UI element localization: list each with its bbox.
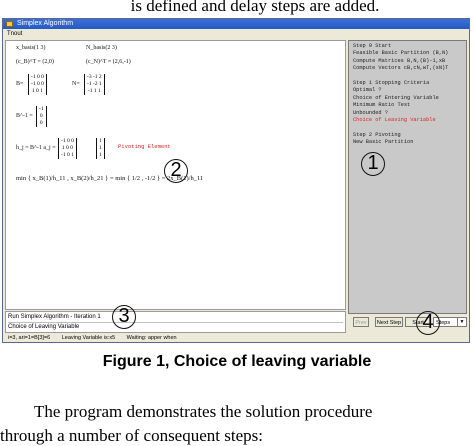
n-matrix (84, 74, 105, 95)
step-item: Minimum Ratio Test (353, 102, 411, 109)
step-item: Step 2 Pivoting (353, 131, 401, 138)
pivot-result-row: 1 (99, 145, 102, 151)
start-button[interactable]: Start (405, 317, 431, 327)
figure-caption: Figure 1, Choice of leaving variable (102, 353, 372, 370)
min-ratio-expression: min { x_B(1)/h_11 , x_B(2)/h_21 } = min { 1/2 , -1/2 } = 2x_B(1)/h_11 (16, 175, 204, 182)
step-item: Unbounded ? (353, 109, 388, 116)
pivot-note: Pivoting Element (118, 143, 171, 150)
log-panel (5, 311, 346, 333)
n-row: -1 -2 1 (87, 81, 102, 87)
status-left: i=3, ari=1=B[3]=6 (8, 335, 51, 341)
chevron-down-icon[interactable]: ▼ (457, 318, 466, 326)
next-step-button[interactable]: Next Step (375, 317, 403, 327)
pivot-result (96, 138, 105, 159)
top-text-line: is defined and delay steps are added. (130, 0, 380, 15)
cb-vector: (c_B)^T = (2,0) (16, 59, 54, 65)
pivot-result-row: 1 (99, 152, 102, 158)
binv-matrix (36, 106, 47, 127)
b-row: 1 0 1 (31, 88, 43, 94)
step-item: Choice of Leaving Variable (353, 117, 436, 124)
step-item: New Basic Partition (353, 139, 414, 146)
pivot-label: h_j = B^-1 a_j = (16, 145, 56, 151)
n-row: -3 -1 2 (87, 74, 102, 80)
marker-2: 2 (164, 159, 188, 183)
app-icon (6, 21, 13, 27)
step-item: Optimal ? (353, 87, 382, 94)
marker-4: 4 (416, 311, 440, 335)
pivot-row: -1 0 1 (61, 152, 74, 158)
step-item (353, 73, 466, 80)
window-titlebar (3, 19, 469, 29)
marker-1: 1 (361, 152, 385, 176)
window-title: Simplex Algorithm (17, 20, 74, 27)
log-line: Choice of Leaving Variable (8, 324, 80, 330)
step-item: Compute Vectors cB,cN,wT,(sN)T (353, 65, 449, 72)
app-window (2, 18, 470, 343)
paragraph-line-2: through a number of consequent steps: (0, 426, 263, 445)
status-right: Leaving Variable is:x5 (61, 335, 116, 341)
status-bar (5, 334, 346, 342)
pivot-row: -1 0 0 (61, 138, 74, 144)
pivot-matrix (58, 138, 77, 159)
steps-panel (348, 40, 467, 314)
menu-item[interactable]: Tnout (7, 31, 23, 37)
step-item (353, 124, 466, 131)
menu-bar (3, 29, 469, 39)
binv-row: -1 (39, 106, 44, 112)
b-row: -1 0 0 (31, 74, 44, 80)
step-item: Step 1 Stopping Criteria (353, 80, 430, 87)
step-item: Step 0 Start (353, 43, 392, 49)
pivot-row: 1 0 0 (61, 145, 73, 151)
n-label: N= (72, 81, 80, 87)
pivot-result-row: 1 (99, 138, 102, 144)
basis-x: x_basis(1 3) (16, 45, 46, 51)
binv-label: B^-1 = (16, 113, 33, 119)
step-item: Feasible Basic Partition (B,N) (353, 50, 449, 57)
prev-button[interactable]: Prev (353, 317, 369, 327)
marker-3: 3 (112, 305, 136, 329)
binv-row: 0 (39, 120, 43, 126)
step-item: Compute Matrices B,N,(B)-1,xB (353, 57, 446, 64)
b-label: B= (16, 81, 24, 87)
b-row: -1 0 0 (31, 81, 44, 87)
status-end: Waiting: apper when (126, 335, 177, 341)
b-matrix (28, 74, 47, 95)
log-line: Run Simplex Algorithm - Iteration 1 (8, 313, 343, 323)
step-item: Choice of Entering Variable (353, 94, 439, 101)
binv-row: 0 (39, 113, 43, 119)
combo-value: Steps (436, 320, 451, 326)
paragraph-line-1: The program demonstrates the solution procedure (34, 402, 373, 421)
n-row: -1 1 1 (87, 88, 101, 94)
cn-vector: (c_N)^T = (2,6,-1) (86, 59, 131, 65)
basis-n: N_basis(2 3) (86, 45, 117, 51)
